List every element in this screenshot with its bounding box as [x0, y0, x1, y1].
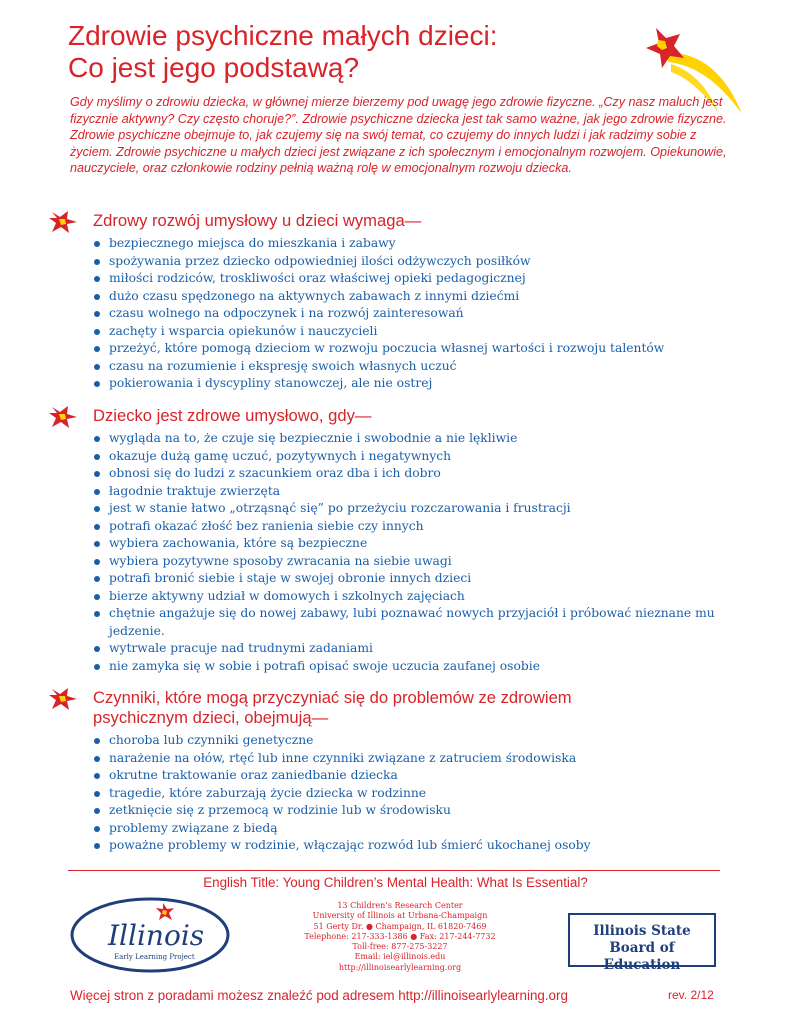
footer-more-info[interactable]: Więcej stron z poradami możesz znaleźć pod adresem http://illinoisearlylearning.org [70, 988, 568, 1003]
english-title: English Title: Young Children’s Mental Health: What Is Essential? [203, 875, 588, 890]
list-item: nie zamyka się w sobie i potrafi opisać swoje uczucia zaufanej osobie [93, 658, 748, 676]
revision-label: rev. 2/12 [668, 988, 714, 1002]
list-item: potrafi bronić siebie i staje w swojej obronie innych dzieci [93, 570, 748, 588]
footer-divider [68, 870, 720, 871]
list-item: wybiera zachowania, które są bezpieczne [93, 535, 748, 553]
title-line-2: Co jest jego podstawą? [68, 52, 360, 83]
list-item: okrutne traktowanie oraz zaniedbanie dziecka [93, 767, 748, 785]
isbe-logo [568, 913, 716, 973]
list-item: bezpiecznego miejsca do mieszkania i zabawy [93, 235, 748, 253]
bullet-list [48, 732, 748, 855]
list-item: chętnie angażuje się do nowej zabawy, lubi poznawać nowych przyjaciół i próbować nieznane mu jedzenie. [93, 605, 748, 640]
contact-email[interactable]: Email: iel@illinois.edu [354, 952, 446, 962]
star-bullet-icon [48, 404, 78, 430]
section-risk-factors [48, 688, 748, 855]
contact-line: 13 Children’s Research Center [337, 901, 463, 910]
list-item: czasu wolnego na odpoczynek i na rozwój zainteresowań [93, 305, 748, 323]
list-item: problemy związane z biedą [93, 820, 748, 838]
list-item: czasu na rozumienie i ekspresję swoich własnych uczuć [93, 358, 748, 376]
star-bullet-icon [48, 686, 78, 712]
intro-paragraph: Gdy myślimy o zdrowiu dziecka, w głównej mierze bierzemy pod uwagę jego zdrowie fizyczne. „Czy nasz maluch jest fizycznie aktywny? Czy często choruje?”. Zdrowie psychiczne dziecka jest tak samo ważne, jak jego zdrowie fizyczne. Zdrowie psychiczne obejmuje to, jak czujemy się na swój temat, co czujemy do innych ludzi i jak radzimy sobie z życiem. Zdrowie psychiczne u małych dzieci jest związane z ich społecznym i emocjonalnym rozwojem. Opiekunowie, nauczyciele, oraz członkowie rodziny pełnią ważną rolę w emocjonalnym rozwoju dziecka. [70, 95, 727, 176]
list-item: narażenie na ołów, rtęć lub inne czynniki związane z zatruciem środowiska [93, 750, 748, 768]
list-item: miłości rodziców, troskliwości oraz właściwej opieki pedagogicznej [93, 270, 748, 288]
list-item: wybiera pozytywne sposoby zwracania na siebie uwagi [93, 553, 748, 571]
isbe-line-1: Illinois State [593, 923, 691, 939]
list-item: obnosi się do ludzi z szacunkiem oraz dba i ich dobro [93, 465, 748, 483]
contact-block [290, 901, 510, 973]
section-heading: Czynniki, które mogą przyczyniać się do problemów ze zdrowiem psychicznym dzieci, obejmują— [93, 688, 572, 727]
list-item: okazuje dużą gamę uczuć, pozytywnych i negatywnych [93, 448, 748, 466]
list-item: tragedie, które zaburzają życie dziecka w rodzinne [93, 785, 748, 803]
list-item: potrafi okazać złość bez ranienia siebie czy innych [93, 518, 748, 536]
contact-line: University of Illinois at Urbana-Champaign [312, 911, 488, 921]
title-line-1: Zdrowie psychiczne małych dzieci: [68, 20, 498, 51]
bullet-list [48, 430, 748, 675]
section-heading: Dziecko jest zdrowe umysłowo, gdy— [93, 406, 372, 425]
list-item: dużo czasu spędzonego na aktywnych zabawach z innymi dziećmi [93, 288, 748, 306]
logo-wordmark: Illinois [108, 919, 205, 952]
bullet-list [48, 235, 748, 393]
list-item: jest w stanie łatwo „otrząsnąć się” po przeżyciu rozczarowania i frustracji [93, 500, 748, 518]
isbe-line-2: Board of Education [603, 940, 681, 973]
contact-line: 51 Gerty Dr. ● Champaign, IL 61820-7469 [313, 921, 487, 931]
star-bullet-icon [48, 209, 78, 235]
list-item: choroba lub czynniki genetyczne [93, 732, 748, 750]
section-heading: Zdrowy rozwój umysłowy u dzieci wymaga— [93, 211, 422, 230]
contact-website[interactable]: http://illinoisearlylearning.org [338, 962, 462, 972]
logo-subtitle: Early Learning Project [114, 953, 195, 961]
list-item: wytrwale pracuje nad trudnymi zadaniami [93, 640, 748, 658]
list-item: bierze aktywny udział w domowych i szkolnych zajęciach [93, 588, 748, 606]
list-item: zetknięcie się z przemocą w rodzinie lub w środowisku [93, 802, 748, 820]
list-item: zachęty i wsparcia opiekunów i nauczycieli [93, 323, 748, 341]
list-item: poważne problemy w rodzinie, włączając rozwód lub śmierć ukochanej osoby [93, 837, 748, 855]
list-item: przeżyć, które pomogą dzieciom w rozwoju poczucia własnej wartości i rozwoju talentów [93, 340, 748, 358]
list-item: pokierowania i dyscypliny stanowczej, ale nie ostrej [93, 375, 748, 393]
section-requirements [48, 211, 748, 393]
list-item: łagodnie traktuje zwierzęta [93, 483, 748, 501]
list-item: spożywania przez dziecko odpowiedniej ilości odżywczych posiłków [93, 253, 748, 271]
page-title [68, 20, 498, 84]
illinois-early-learning-logo [68, 893, 238, 975]
contact-line: Telephone: 217-333-1386 ● Fax: 217-244-7732 [304, 931, 496, 941]
contact-line: Toll-free: 877-275-3227 [352, 942, 448, 952]
section-healthy-child [48, 406, 748, 675]
list-item: wygląda na to, że czuje się bezpiecznie i swobodnie a nie lękliwie [93, 430, 748, 448]
